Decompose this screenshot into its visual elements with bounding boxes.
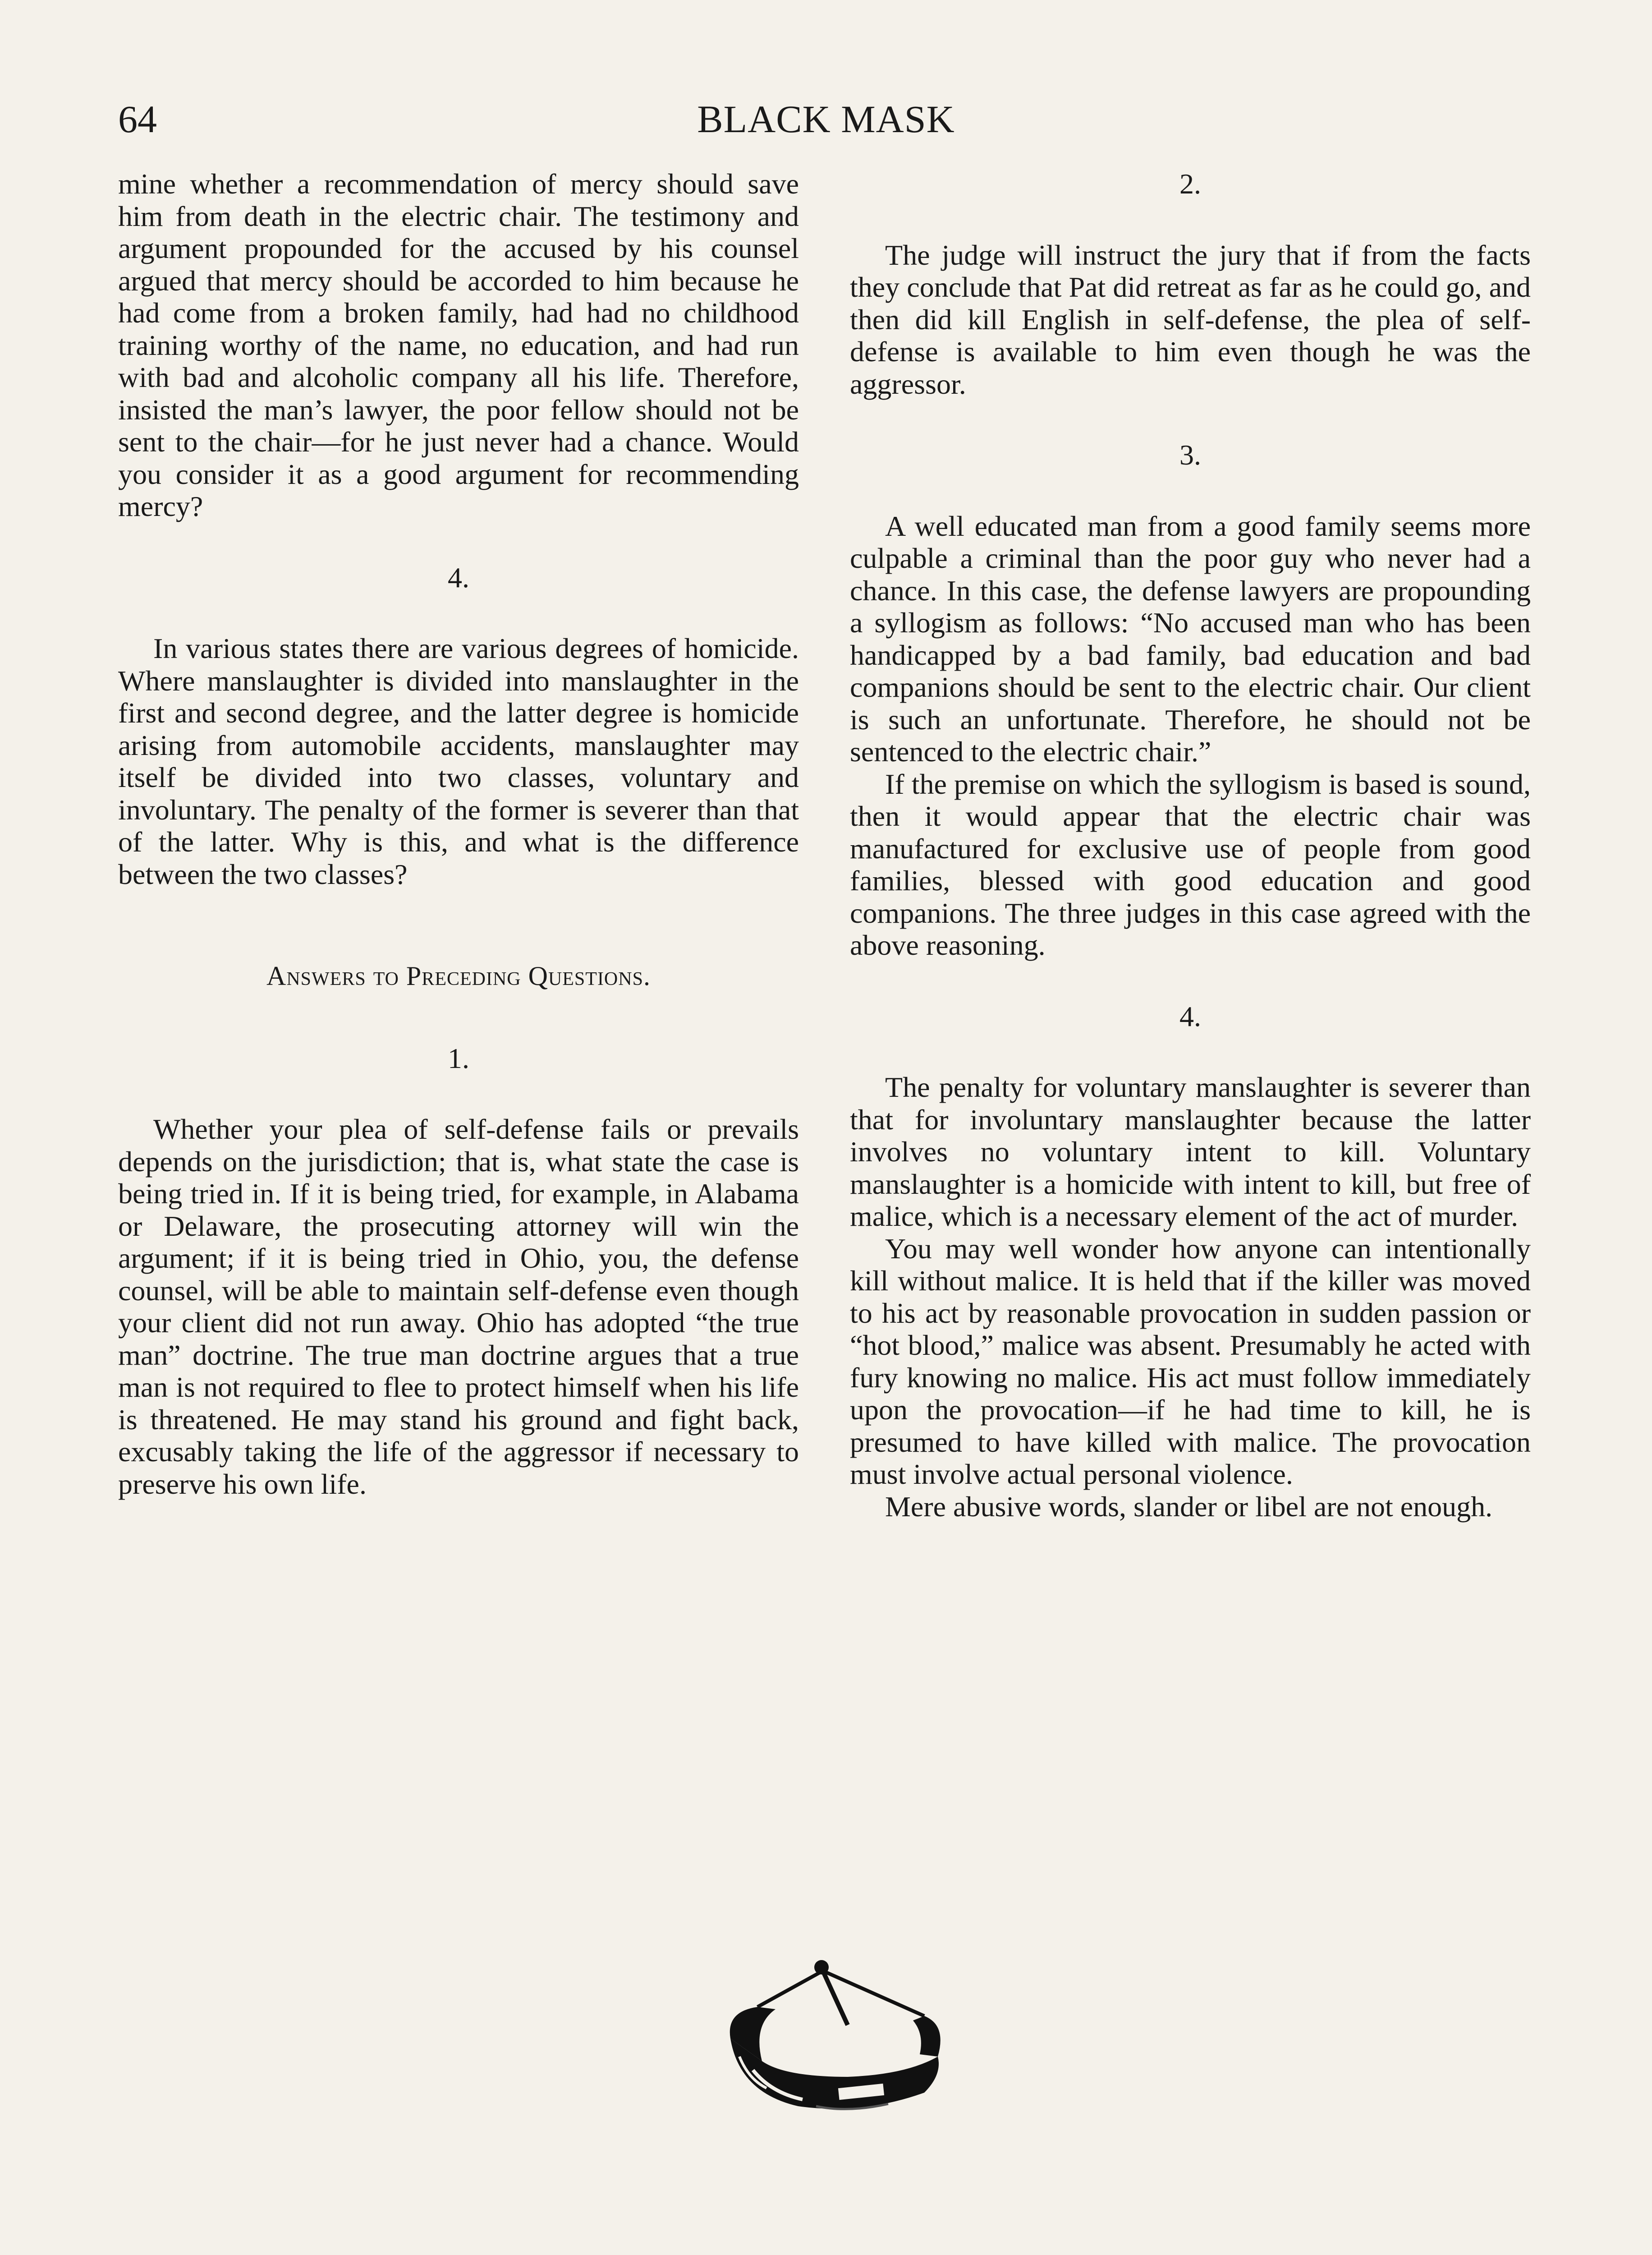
question-4-number: 4. [448, 561, 469, 594]
answer-1-text: Whether your plea of self-defense fails or prevails depends on the jurisdiction; that is, what state the case is being tried in. If it is being tried, for example, in Alabama or Delaware, the prosecuting attorney will win the argument; if it is being tried in Ohio, you, the defense counsel, will be able to maintain self-defense even though your client did not run away. Ohio has adopted “the true man” doctrine. The true man doctrine argues that a true man is not required to flee to protect himself when his life is threatened. He may stand his ground and fight back, excusably taking the life of the aggressor if necessary to preserve his own life. [118, 1113, 799, 1500]
answer-1-number: 1. [448, 1042, 469, 1074]
answer-4-text-3: Mere abusive words, slander or libel are not enough. [885, 1490, 1493, 1523]
answer-2-number: 2. [1179, 168, 1201, 200]
page-number: 64 [118, 97, 157, 141]
question-4-text: In various states there are various degrees of homicide. Where manslaughter is divided into manslaughter in the first and second degree, and the latter degree is homicide arising from automobile accidents, manslaughter may itself be divided into two classes, voluntary and involuntary. The penalty of the former is severer than that of the latter. Why is this, and what is the difference between the two classes? [118, 632, 799, 890]
answer-3-number: 3. [1179, 439, 1201, 471]
continued-paragraph: mine whether a recommendation of mercy should save him from death in the electric chair. The testimony and argument propounded for the accused by his counsel argued that mercy should be accorded to him because he had come from a broken family, had had no childhood training worthy of the name, no education, and had run with bad and alcoholic company all his life. Therefore, insisted the man’s lawyer, the poor fellow should not be sent to the chair—for he just never had a chance. Would you consider it as a good argument for recommending mercy? [118, 168, 799, 522]
answer-3-text-2: If the premise on which the syllogism is based is sound, then it would appear that the electric chair was manufactured for exclusive use of people from good families, blessed with good education and good companions. The three judges in this case agreed with the above reasoning. [850, 768, 1531, 961]
answers-heading: Answers to Preceding Questions. [266, 961, 651, 991]
answer-4-text-2: You may well wonder how anyone can intentionally kill without malice. It is held that if the killer was moved to his act by reasonable provocation in sudden passion or “hot blood,” malice was absent. Presumably he acted with fury knowing no malice. His act must follow immediately upon the provocation—if he had time to kill, he is presumed to have killed with malice. The provocation must involve actual personal violence. [850, 1232, 1531, 1490]
running-head: BLACK MASK [697, 97, 955, 141]
answer-4-text-1: The penalty for voluntary manslaughter is severer than that for involuntary manslaughter because the latter involves no voluntary intent to kill. Voluntary manslaughter is a homicide with intent to kill, but free of malice, which is a necessary element of the act of murder. [850, 1071, 1531, 1232]
right-column [850, 168, 1531, 1523]
answer-3-text-1: A well educated man from a good family seems more culpable a criminal than the poor guy who never had a chance. In this case, the defense lawyers are propounding a syllogism as follows: “No accused man who has been handicapped by a bad family, bad education and bad companions should be sent to the electric chair. Our client is such an unfortunate. Therefore, he should not be sentenced to the electric chair.” [850, 510, 1531, 768]
left-column [118, 168, 799, 1500]
answer-2-text: The judge will instruct the jury that if from the facts they conclude that Pat did retreat as far as he could go, and then did kill English in self-defense, the plea of self-defense is available to him even though he was the aggressor. [850, 239, 1531, 400]
basket-spot-illustration-icon [712, 1957, 956, 2165]
answer-4-number: 4. [1179, 1000, 1201, 1032]
